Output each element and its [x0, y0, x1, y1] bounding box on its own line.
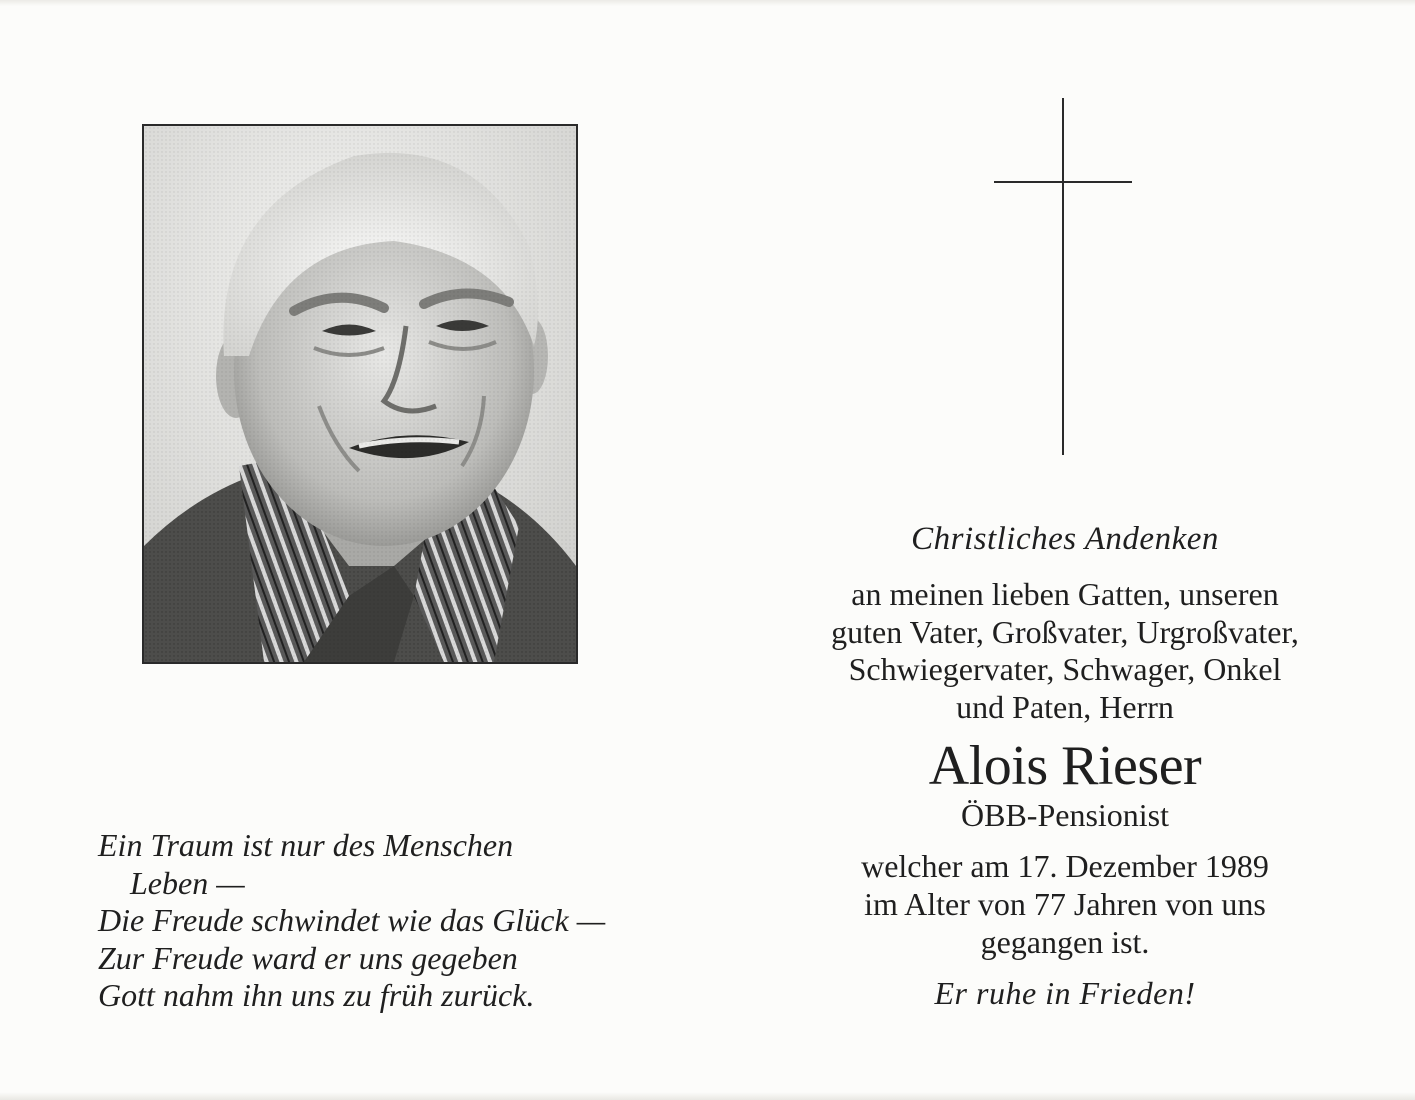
card-heading: Christliches Andenken	[911, 521, 1219, 557]
poem-line: Leben —	[130, 864, 245, 901]
deceased-occupation: ÖBB-Pensionist	[960, 797, 1170, 833]
portrait-illustration	[144, 126, 576, 662]
death-line: im Alter von 77 Jahren von uns	[864, 886, 1266, 922]
poem-line: Ein Traum ist nur des Menschen	[98, 827, 514, 863]
farewell-text: Er ruhe in Frieden!	[934, 975, 1196, 1011]
dedication-line: Schwiegervater, Schwager, Onkel	[848, 651, 1282, 687]
portrait-photo	[142, 124, 578, 664]
dedication-text	[780, 576, 1350, 726]
paper-edge-top	[0, 0, 1415, 6]
poem-line: Die Freude schwindet wie das Glück —	[98, 902, 606, 939]
poem-line: Gott nahm ihn uns zu früh zurück.	[98, 977, 535, 1014]
dedication-line: guten Vater, Großvater, Urgroßvater,	[831, 613, 1299, 650]
paper-edge-bottom	[0, 1092, 1415, 1100]
death-line: welcher am 17. Dezember 1989	[861, 848, 1269, 884]
dedication-line: und Paten, Herrn	[956, 688, 1174, 725]
deceased-name: Alois Rieser	[928, 735, 1202, 797]
death-line: gegangen ist.	[980, 924, 1150, 960]
cross-icon-arm	[994, 181, 1132, 183]
death-notice	[780, 847, 1350, 961]
poem-line: Zur Freude ward er uns gegeben	[98, 939, 518, 976]
dedication-line: an meinen lieben Gatten, unseren	[851, 576, 1279, 612]
cross-icon	[1062, 98, 1064, 455]
poem	[98, 827, 605, 1015]
